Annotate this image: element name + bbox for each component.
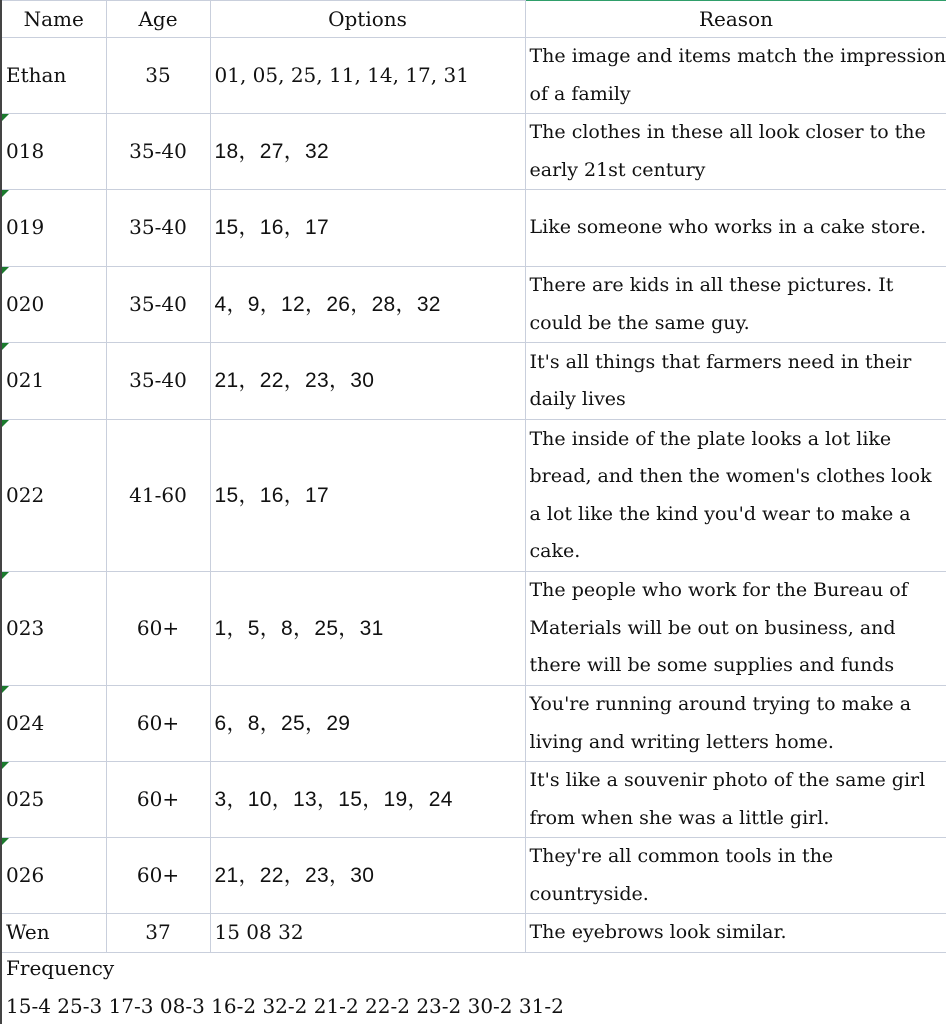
age-cell[interactable]: 35-40: [106, 343, 210, 420]
reason-cell[interactable]: There are kids in all these pictures. It could be the same guy.: [525, 267, 946, 343]
options-cell[interactable]: 4，9，12，26，28，32: [210, 267, 525, 343]
table-row: [1, 572, 946, 686]
name-text: 023: [6, 615, 45, 640]
header-reason[interactable]: Reason: [525, 1, 946, 38]
name-text: 020: [6, 291, 45, 316]
table-row: [1, 190, 946, 267]
options-cell[interactable]: 01, 05, 25, 11, 14, 17, 31: [210, 38, 525, 114]
reason-cell[interactable]: It's all things that farmers need in their daily lives: [525, 343, 946, 420]
table-row: [1, 343, 946, 420]
table-row: [1, 838, 946, 914]
options-cell[interactable]: 6，8，25，29: [210, 686, 525, 762]
reason-cell[interactable]: They're all common tools in the countryside.: [525, 838, 946, 914]
header-options[interactable]: Options: [210, 1, 525, 38]
reason-cell[interactable]: It's like a souvenir photo of the same girl from when she was a little girl.: [525, 762, 946, 838]
frequency-label[interactable]: Frequency: [6, 956, 115, 980]
name-cell[interactable]: [1, 267, 106, 343]
options-cell[interactable]: 1，5，8，25，31: [210, 572, 525, 686]
table-row: [1, 267, 946, 343]
name-cell[interactable]: [1, 114, 106, 190]
frequency-section: [0, 949, 946, 1024]
options-cell[interactable]: 3，10，13，15，19，24: [210, 762, 525, 838]
comment-flag-icon: [2, 343, 9, 350]
name-text: 022: [6, 482, 45, 507]
name-cell[interactable]: [1, 686, 106, 762]
age-cell[interactable]: 60+: [106, 686, 210, 762]
age-cell[interactable]: 60+: [106, 572, 210, 686]
name-text: 019: [6, 215, 45, 240]
options-cell[interactable]: 15，16，17: [210, 420, 525, 572]
table-row: [1, 914, 946, 953]
comment-flag-icon: [2, 838, 9, 845]
header-name[interactable]: Name: [1, 1, 106, 38]
comment-flag-icon: [2, 762, 9, 769]
options-cell[interactable]: 21，22，23，30: [210, 838, 525, 914]
name-cell[interactable]: [1, 343, 106, 420]
comment-flag-icon: [2, 114, 9, 121]
name-text: 025: [6, 786, 45, 811]
options-cell[interactable]: 21，22，23，30: [210, 343, 525, 420]
age-cell[interactable]: 35-40: [106, 114, 210, 190]
name-cell[interactable]: [1, 190, 106, 267]
name-text: 018: [6, 138, 45, 163]
reason-cell[interactable]: The eyebrows look similar.: [525, 914, 946, 953]
name-cell[interactable]: [1, 420, 106, 572]
header-age[interactable]: Age: [106, 1, 210, 38]
table-row: [1, 420, 946, 572]
reason-cell[interactable]: The people who work for the Bureau of Materials will be out on business, and there will be some supplies and funds: [525, 572, 946, 686]
name-text: 026: [6, 862, 45, 887]
name-cell[interactable]: [1, 838, 106, 914]
reason-cell[interactable]: You're running around trying to make a living and writing letters home.: [525, 686, 946, 762]
name-text: 021: [6, 368, 45, 393]
name-cell[interactable]: Ethan: [1, 38, 106, 114]
age-cell[interactable]: 35-40: [106, 267, 210, 343]
reason-cell[interactable]: Like someone who works in a cake store.: [525, 190, 946, 267]
comment-flag-icon: [2, 420, 9, 427]
comment-flag-icon: [2, 190, 9, 197]
table-row: [1, 762, 946, 838]
table-row: [1, 38, 946, 114]
comment-flag-icon: [2, 686, 9, 693]
options-cell[interactable]: 15 08 32: [210, 914, 525, 953]
age-cell[interactable]: 37: [106, 914, 210, 953]
name-cell[interactable]: [1, 572, 106, 686]
age-cell[interactable]: 60+: [106, 762, 210, 838]
name-cell[interactable]: [1, 762, 106, 838]
age-cell[interactable]: 35-40: [106, 190, 210, 267]
comment-flag-icon: [2, 572, 9, 579]
name-text: 024: [6, 710, 45, 735]
age-cell[interactable]: 35: [106, 38, 210, 114]
options-cell[interactable]: 15，16，17: [210, 190, 525, 267]
name-cell[interactable]: Wen: [1, 914, 106, 953]
reason-cell[interactable]: The clothes in these all look closer to the early 21st century: [525, 114, 946, 190]
frequency-values[interactable]: 15-4 25-3 17-3 08-3 16-2 32-2 21-2 22-2 23-2 30-2 31-2: [6, 994, 564, 1018]
table-row: [1, 114, 946, 190]
reason-cell[interactable]: The image and items match the impression of a family: [525, 38, 946, 114]
header-row: [1, 1, 946, 38]
reason-cell[interactable]: The inside of the plate looks a lot like bread, and then the women's clothes look a lot like the kind you'd wear to make a cake.: [525, 420, 946, 572]
table-row: [1, 686, 946, 762]
comment-flag-icon: [2, 267, 9, 274]
age-cell[interactable]: 41-60: [106, 420, 210, 572]
age-cell[interactable]: 60+: [106, 838, 210, 914]
options-cell[interactable]: 18，27，32: [210, 114, 525, 190]
